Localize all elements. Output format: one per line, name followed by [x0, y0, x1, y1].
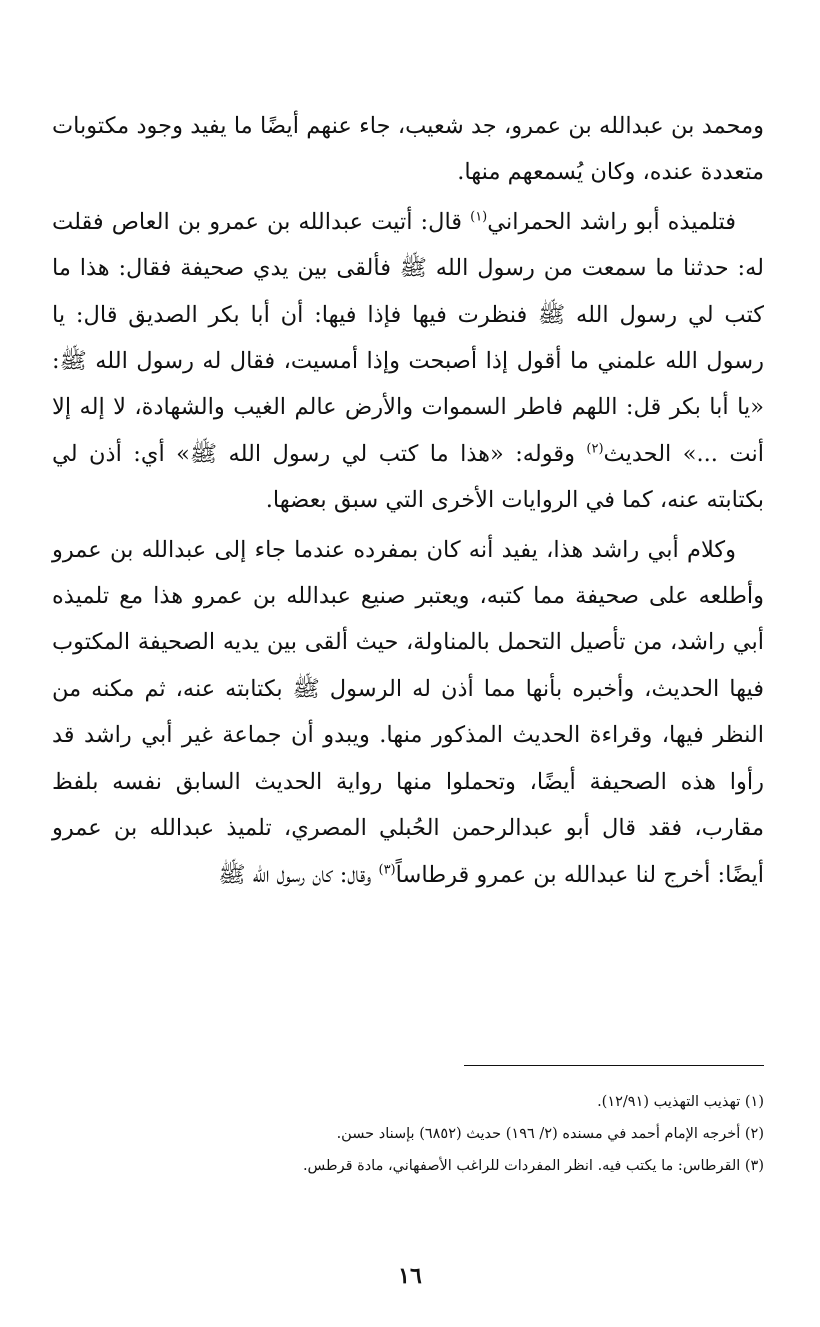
footnote-1: (١) تهذيب التهذيب (١٢/٩١). — [597, 1094, 764, 1110]
footnote-ref-1: (١) — [470, 209, 488, 225]
footnote-3: (٣) القرطاس: ما يكتب فيه. انظر المفردات للراغب الأصفهاني، مادة قرطس. — [302, 1158, 764, 1174]
paragraph-text: ومحمد بن عبدالله بن عمرو، جد شعيب، جاء عنهم أيضًا ما يفيد وجود مكتوبات متعددة عنده، وكان يُسمعهم منها. — [52, 113, 764, 186]
paragraph-text: وقوله: «هذا ما كتب لي رسول الله ﷺ» أي: أذن لي بكتابته عنه، كما في الروايات الأخرى التي سبق بعضها. — [52, 440, 764, 514]
paragraph-text: وكلام أبي راشد هذا، يفيد أنه كان بمفرده عندما جاء إلى عبدالله بن عمرو وأطلعه على صحيفة مما كتبه، ويعتبر صنيع عبدالله بن عمرو هذا مع تلميذه أبي راشد، من تأصيل التحمل بالمناولة، حيث ألقى بين يديه الصحيفة المكتوب فيها الحديث، وأخبره بأنها مما أذن له الرسول ﷺ بكتابته عنه، ثم مكنه من النظر فيها، وقراءة الحديث المذكور منها. ويبدو أن جماعة غير أبي راشد قد رأوا هذه الصحيفة أيضًا، وتحملوا منها رواية الحديث السابق نفسه بلفظ مقارب، فقد قال أبو عبدالرحمن الحُبلي المصري، تلميذ عبدالله بن عمرو أيضًا: أخرج لنا عبدالله بن عمرو قرطاساً — [52, 536, 764, 888]
page-content — [52, 103, 764, 898]
footnote-ref-2: (٢) — [586, 441, 604, 457]
paragraph-2 — [52, 199, 764, 524]
paragraph-1 — [52, 103, 764, 196]
footnote-2: (٢) أخرجه الإمام أحمد في مسنده (٢/ ١٩٦) حديث (٦٨٥٢) بإسناد حسن. — [336, 1126, 764, 1142]
footnote-ref-3: (٣) — [378, 862, 396, 877]
paragraph-text: وقال: كان رسول الله ﷺ — [218, 861, 372, 888]
body-text — [52, 103, 764, 898]
footnotes — [52, 1086, 764, 1182]
footnote-divider — [464, 1065, 764, 1066]
paragraph-3 — [52, 527, 764, 898]
paragraph-text: فتلميذه أبو راشد الحمراني — [487, 208, 736, 235]
page-number: ١٦ — [398, 1263, 422, 1289]
paragraph-text: قال: أتيت عبدالله بن عمرو بن العاص فقلت له: حدثنا ما سمعت من رسول الله ﷺ فألقى بين يدي صحيفة فقال: هذا ما كتب لي رسول الله ﷺ فنظرت فيها فإذا فيها: أن أبا بكر الصديق قال: يا رسول الله علمني ما أقول إذا أصبحت وإذا أمسيت، فقال له رسول الله ﷺ: «يا أبا بكر قل: اللهم فاطر السموات والأرض عالم الغيب والشهادة، لا إله إلا أنت ...» الحديث — [52, 208, 764, 467]
